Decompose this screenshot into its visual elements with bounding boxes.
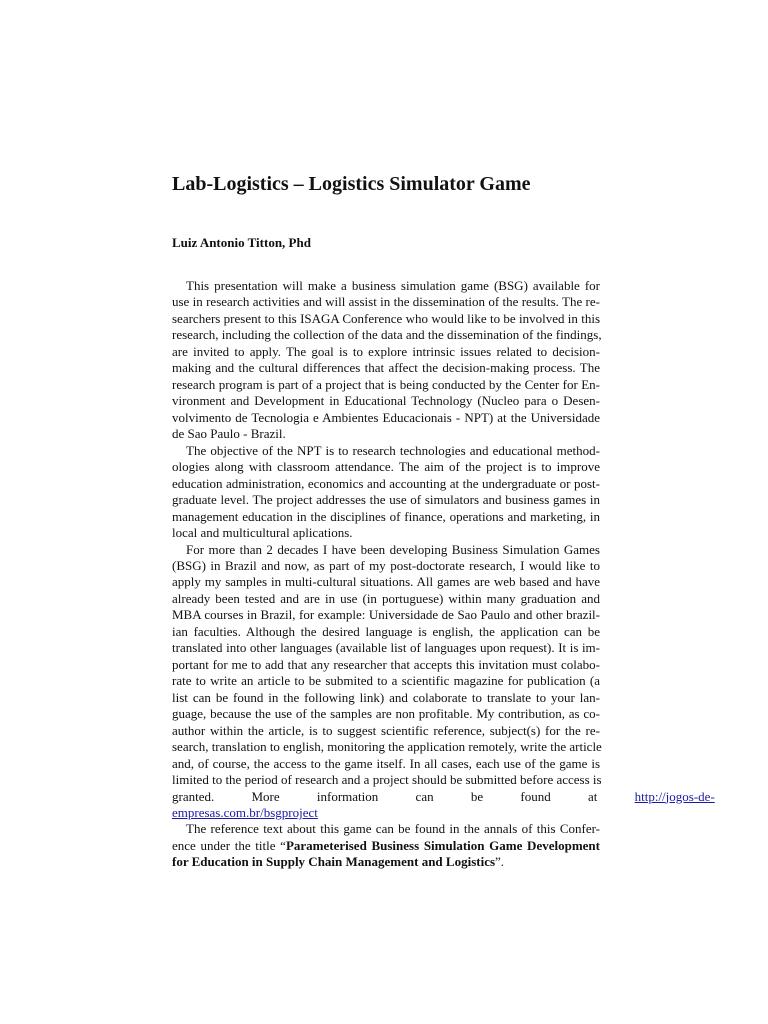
text-line: portant for me to add that any researcher that accepts this invitation must colabo-: [172, 656, 600, 672]
text-line: For more than 2 decades I have been developing Business Simulation Games: [186, 541, 600, 557]
text-line: [172, 788, 715, 805]
text-word: be: [470, 788, 484, 804]
text-line: limited to the period of research and a project should be submitted before access is: [172, 772, 602, 788]
text-line: rate to write an article to be submited to a scientific magazine for publication (a: [172, 673, 600, 689]
project-link[interactable]: http://jogos-de-: [634, 788, 715, 804]
project-link-continued[interactable]: empresas.com.br/bsgproject: [172, 805, 318, 820]
text-line: management education in the disciplines of finance, operations and marketing, in: [172, 508, 600, 524]
text-line: de Sao Paulo - Brazil.: [172, 426, 286, 442]
text-line: research, including the collection of the data and the dissemination of the findings,: [172, 327, 602, 343]
text-word: found: [520, 788, 551, 804]
text-line: guage, because the use of the samples are non profitable. My contribution, as co-: [172, 706, 600, 722]
text-line: [172, 805, 600, 821]
text-line: ologies along with classroom attendance. The aim of the project is to improve: [172, 459, 600, 475]
text-line: local and multicultural aplications.: [172, 525, 353, 541]
text-run: ”.: [495, 854, 505, 870]
text-line: The reference text about this game can be found in the annals of this Confer-: [186, 821, 600, 837]
text-run: ence under the title “: [172, 837, 286, 853]
text-line: list can be found in the following link) and colaborate to translate to your lan-: [172, 689, 600, 705]
text-line: already been tested and are in use (in portuguese) within many graduation and: [172, 590, 600, 606]
text-line: vironment and Development in Educational Technology (Nucleo para o Desen-: [172, 393, 600, 409]
text-line: use in research activities and will assist in the dissemination of the results. The re-: [172, 294, 600, 310]
text-line: making and the cultural differences that affect the decision-making process. The: [172, 360, 600, 376]
text-line: research program is part of a project that is being conducted by the Center for En-: [172, 376, 600, 392]
text-line: MBA courses in Brazil, for example: Universidade de Sao Paulo and other brazil-: [172, 607, 600, 623]
author-name: Luiz Antonio Titton, Phd: [172, 235, 311, 250]
reference-title: Parameterised Business Simulation Game Development: [285, 837, 600, 853]
text-word: at: [587, 788, 598, 804]
text-word: granted.: [172, 788, 215, 804]
text-line: (BSG) in Brazil and now, as part of my post-doctorate research, I would like to: [172, 557, 600, 573]
text-line: volvimento de Tecnologia e Ambientes Educacionais - NPT) at the Universidade: [172, 409, 600, 425]
text-line: are invited to apply. The goal is to explore intrinsic issues related to decision-: [172, 343, 600, 359]
text-line: graduate level. The project addresses the use of simulators and business games in: [172, 492, 600, 508]
text-line: This presentation will make a business simulation game (BSG) available for: [186, 278, 600, 293]
text-line: and, of course, the access to the game itself. In all cases, each use of the game is: [172, 755, 600, 771]
page-title: Lab-Logistics – Logistics Simulator Game: [172, 173, 531, 195]
text-line: [172, 854, 600, 870]
text-line: apply my samples in multi-cultural situations. All games are web based and have: [172, 574, 600, 590]
body-text: [172, 278, 715, 871]
text-line: translated into other languages (available list of languages upon request). It is im-: [172, 640, 600, 656]
text-line: The objective of the NPT is to research technologies and educational method-: [186, 442, 600, 458]
text-word: can: [415, 788, 434, 804]
text-line: education administration, economics and accounting at the undergraduate or post-: [172, 475, 600, 491]
text-line: author within the article, is to suggest scientific reference, subject(s) for the re-: [172, 722, 600, 738]
text-line: [172, 838, 600, 854]
text-line: search, translation to english, monitoring the application remotely, write the article: [172, 739, 602, 755]
text-word: information: [316, 788, 379, 804]
reference-title-continued: for Education in Supply Chain Management and Logistics: [172, 854, 496, 870]
text-line: searchers present to this ISAGA Conference who would like to be involved in this: [172, 310, 600, 326]
text-line: ian faculties. Although the desired language is english, the application can be: [172, 623, 600, 639]
text-word: More: [251, 788, 280, 804]
